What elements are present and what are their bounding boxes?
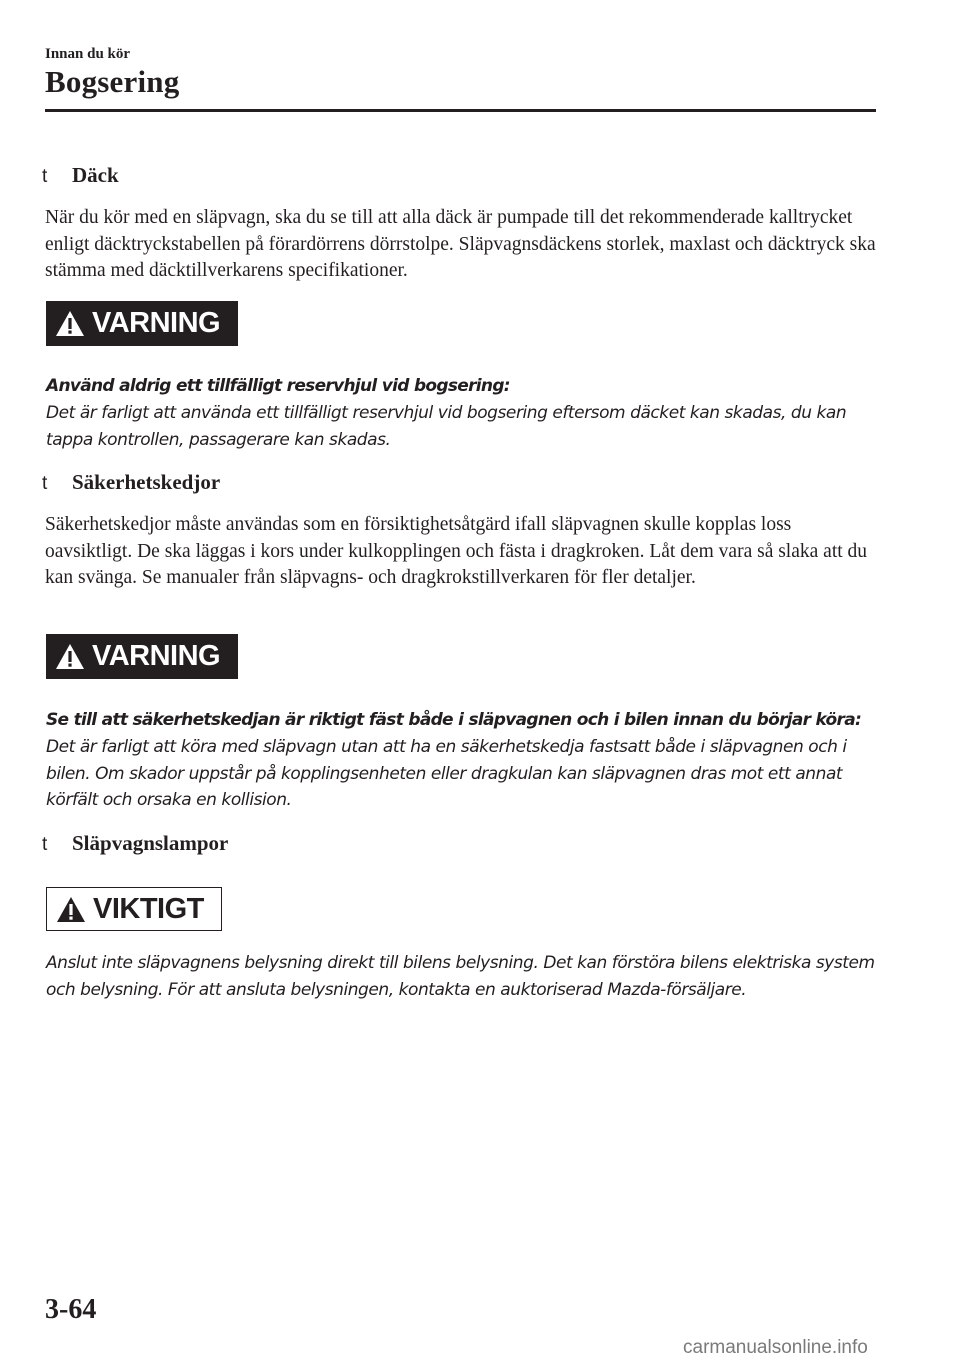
warning-badge (46, 301, 238, 346)
warning-lead: Använd aldrig ett tillfälligt reservhjul vid bogsering: (46, 376, 510, 396)
section-heading-label: Släpvagnslampor (72, 831, 229, 855)
section-heading-sakerhetskedjor (42, 470, 220, 495)
page-title: Bogsering (45, 64, 180, 99)
section-heading-slapvagnslampor (42, 831, 228, 856)
section-body-sakerhetskedjor (45, 512, 880, 592)
bullet-icon: t (42, 834, 48, 855)
warning-triangle-icon (56, 896, 86, 923)
warning-badge (46, 634, 238, 679)
warning-triangle-icon (55, 643, 85, 670)
warning-text-sakerhetskedja (46, 707, 886, 814)
important-text-belysning (46, 950, 881, 1004)
warning-body: Det är farligt att använda ett tillfälligt reservhjul vid bogsering eftersom däcket kan skadas, du kan tappa kontrollen, passagerare kan skadas. (46, 402, 847, 450)
warning-lead: Se till att säkerhetskedjan är riktigt fäst både i släpvagnen och i bilen innan du börjar köra: (46, 710, 862, 730)
important-body: Anslut inte släpvagnens belysning direkt till bilens belysning. Det kan förstöra bilens elektriska system och belysning. För att ansluta belysningen, kontakta en auktoriserad Mazda-försäljare. (46, 953, 875, 1000)
chapter-label: Innan du kör (45, 46, 131, 62)
warning-body: Det är farligt att köra med släpvagn utan att ha en säkerhetskedja fastsatt både i släpvagnen och i bilen. Om skador uppstår på kopplingsenheten eller dragkulan kan släpvagnen dras mot ett annat körfält och orsaka en kollision. (46, 736, 847, 811)
watermark: carmanualsonline.info (683, 1337, 868, 1358)
important-badge (46, 887, 222, 931)
body-paragraph: När du kör med en släpvagn, ska du se till att alla däck är pumpade till det rekommenderade kalltrycket enligt däcktryckstabellen på förardörrens dörrstolpe. Släpvagnsdäckens storlek, maxlast och däcktryck ska stämma med däcktillverkarens specifikationer. (45, 207, 876, 281)
bullet-icon: t (42, 166, 48, 187)
body-paragraph: Säkerhetskedjor måste användas som en försiktighetsåtgärd ifall släpvagnen skulle kopplas loss oavsiktligt. De ska läggas i kors under kulkopplingen och fästa i dragkroken. Låt dem vara så slaka att du kan svänga. Se manualer från släpvagns- och dragkrokstillverkaren för fler detaljer. (45, 514, 868, 588)
section-heading-dack (42, 163, 119, 188)
warning-badge-label: VARNING (92, 640, 221, 672)
section-body-dack (45, 205, 880, 285)
section-heading-label: Däck (72, 163, 119, 187)
header-divider (45, 109, 876, 112)
page-number: 3-64 (45, 1294, 97, 1325)
warning-triangle-icon (55, 310, 85, 337)
warning-badge-label: VARNING (92, 307, 221, 339)
warning-text-reservhjul (46, 373, 886, 453)
section-heading-label: Säkerhetskedjor (72, 470, 221, 494)
important-badge-label: VIKTIGT (93, 892, 204, 925)
bullet-icon: t (42, 473, 48, 494)
